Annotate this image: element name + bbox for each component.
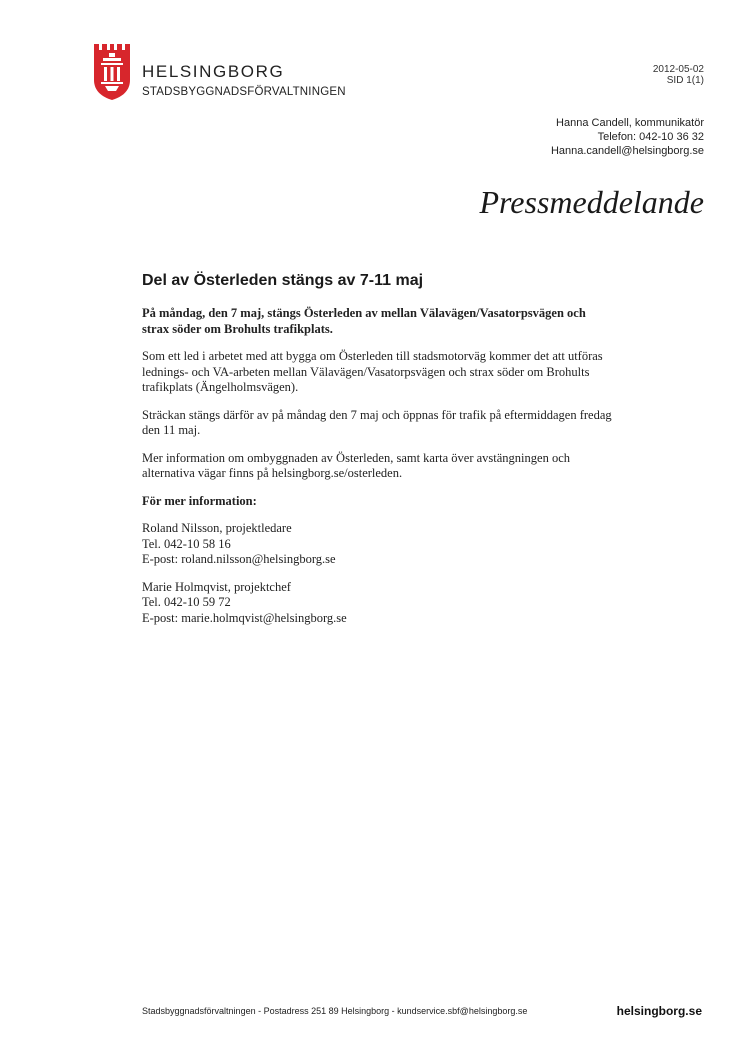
- document-type-title: Pressmeddelande: [479, 184, 704, 220]
- more-info-heading: För mer information:: [142, 493, 257, 508]
- contact-phone: Telefon: 042-10 36 32: [597, 131, 704, 143]
- info-contact-1: [142, 521, 612, 568]
- lead-paragraph: På måndag, den 7 maj, stängs Österleden av mellan Välavägen/Vasatorpsvägen och strax söder om Brohults trafikplats.: [142, 306, 586, 336]
- department-name: STADSBYGGNADSFÖRVALTNINGEN: [142, 86, 346, 98]
- document-meta: [653, 64, 704, 86]
- page-number: SID 1(1): [666, 75, 704, 86]
- press-body: [142, 306, 612, 638]
- body-paragraph-1: Som ett led i arbetet med att bygga om Österleden till stadsmotorväg kommer det att utföras lednings- och VA-arbeten mellan Välavägen/Vasatorpsvägen och strax söder om Brohults trafikplats (Ängelholmsvägen).: [142, 349, 603, 394]
- info-contact-1-name: Roland Nilsson, projektledare: [142, 521, 292, 535]
- info-contact-2-phone: Tel. 042-10 59 72: [142, 595, 231, 609]
- info-contact-2-email[interactable]: E-post: marie.holmqvist@helsingborg.se: [142, 610, 347, 625]
- info-contact-2-name: Marie Holmqvist, projektchef: [142, 579, 291, 594]
- info-contact-1-phone: Tel. 042-10 58 16: [142, 536, 231, 551]
- helsingborg-crest-logo: [92, 44, 132, 100]
- body-paragraph-2: Sträckan stängs därför av på måndag den 7 maj och öppnas för trafik på eftermiddagen fredag den 11 maj.: [142, 407, 612, 437]
- press-contact: [551, 116, 704, 158]
- document-date: 2012-05-02: [652, 64, 704, 75]
- info-contact-2: [142, 580, 612, 627]
- footer-address: Stadsbyggnadsförvaltningen - Postadress 251 89 Helsingborg - kundservice.sbf@helsingborg.se: [142, 1006, 528, 1016]
- info-contact-1-email[interactable]: E-post: roland.nilsson@helsingborg.se: [142, 552, 336, 566]
- crest-icon: [92, 44, 132, 100]
- body-paragraph-3: Mer information om ombyggnaden av Österleden, samt karta över avstängningen och alternativa vägar finns på helsingborg.se/osterleden.: [142, 450, 571, 480]
- organization-name: HELSINGBORG: [142, 62, 285, 81]
- footer-website-link[interactable]: helsingborg.se: [616, 1004, 702, 1018]
- contact-email[interactable]: Hanna.candell@helsingborg.se: [550, 145, 704, 157]
- contact-name-role: Hanna Candell, kommunikatör: [556, 117, 704, 129]
- press-headline: Del av Österleden stängs av 7-11 maj: [142, 272, 424, 289]
